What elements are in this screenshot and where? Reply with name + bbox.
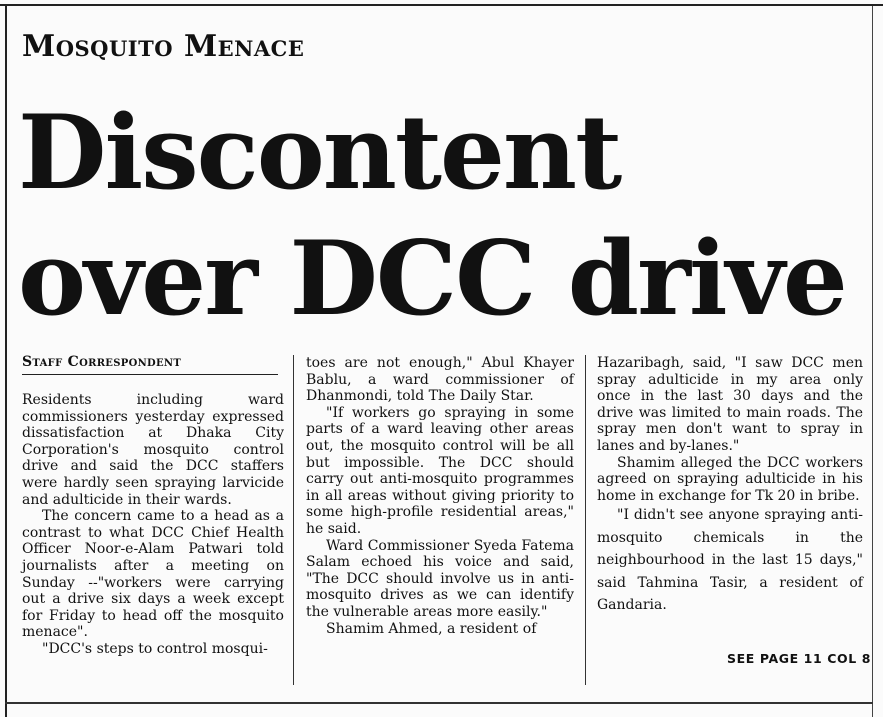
continuation-jump: SEE PAGE 11 COL 8 [727,651,872,666]
byline: Staff Correspondent [22,354,182,370]
left-border [5,6,7,717]
paragraph: Shamim Ahmed, a resident of [326,620,537,637]
section-kicker: Mosquito Menace [22,29,305,64]
paragraph: Ward Commissioner Syeda Fatema Salam echoed his voice and said, "The DCC should involve us in anti-mosquito drives as we can identify the vulnerable areas more easily." [306,537,574,620]
paragraph: Hazaribagh, said, "I saw DCC men spray adulticide in my area only once in the last 30 days and the drive was limited to main roads. The spray men don't want to spray in lanes and by-lanes." [597,355,863,454]
paragraph: Shamim alleged the DCC workers agreed on spraying adulticide in his home in exchange for Tk 20 in bribe. [597,454,863,504]
column-divider [585,355,586,685]
headline: Discontent over DCC drive [18,93,846,339]
byline-rule [22,374,278,375]
paragraph: toes are not enough," Abul Khayer Bablu, a ward commissioner of Dhanmondi, told The Daily Star. [306,355,574,405]
right-border [872,6,873,717]
top-border [0,4,883,6]
article-column-3 [597,355,863,617]
article-column-1 [22,392,284,658]
paragraph: Residents including ward commissioners yesterday expressed dissatisfaction at Dhaka City Corporation's mosquito control drive and said the DCC staffers were hardly seen spraying larvicide and adulticide in their wards. [22,392,284,508]
column-divider [293,355,294,685]
article-column-2 [306,355,574,637]
paragraph: "DCC's steps to control mosqui- [42,640,268,657]
paragraph: The concern came to a head as a contrast to what DCC Chief Health Officer Noor-e-Alam Patwari told journalists after a meeting on Sunday --"workers were carrying out a drive six days a week except for Friday to head off the mosquito menace". [22,508,284,641]
paragraph: "If workers go spraying in some parts of a ward leaving other areas out, the mosquito control will be all but impossible. The DCC should carry out anti-mosquito programmes in all areas without giving priority to some high-profile residential areas," he said. [306,404,574,537]
paragraph: "I didn't see anyone spraying anti-mosquito chemicals in the neighbourhood in the last 15 days," said Tahmina Tasir, a resident of Gandaria. [597,507,863,614]
bottom-border [5,702,873,704]
